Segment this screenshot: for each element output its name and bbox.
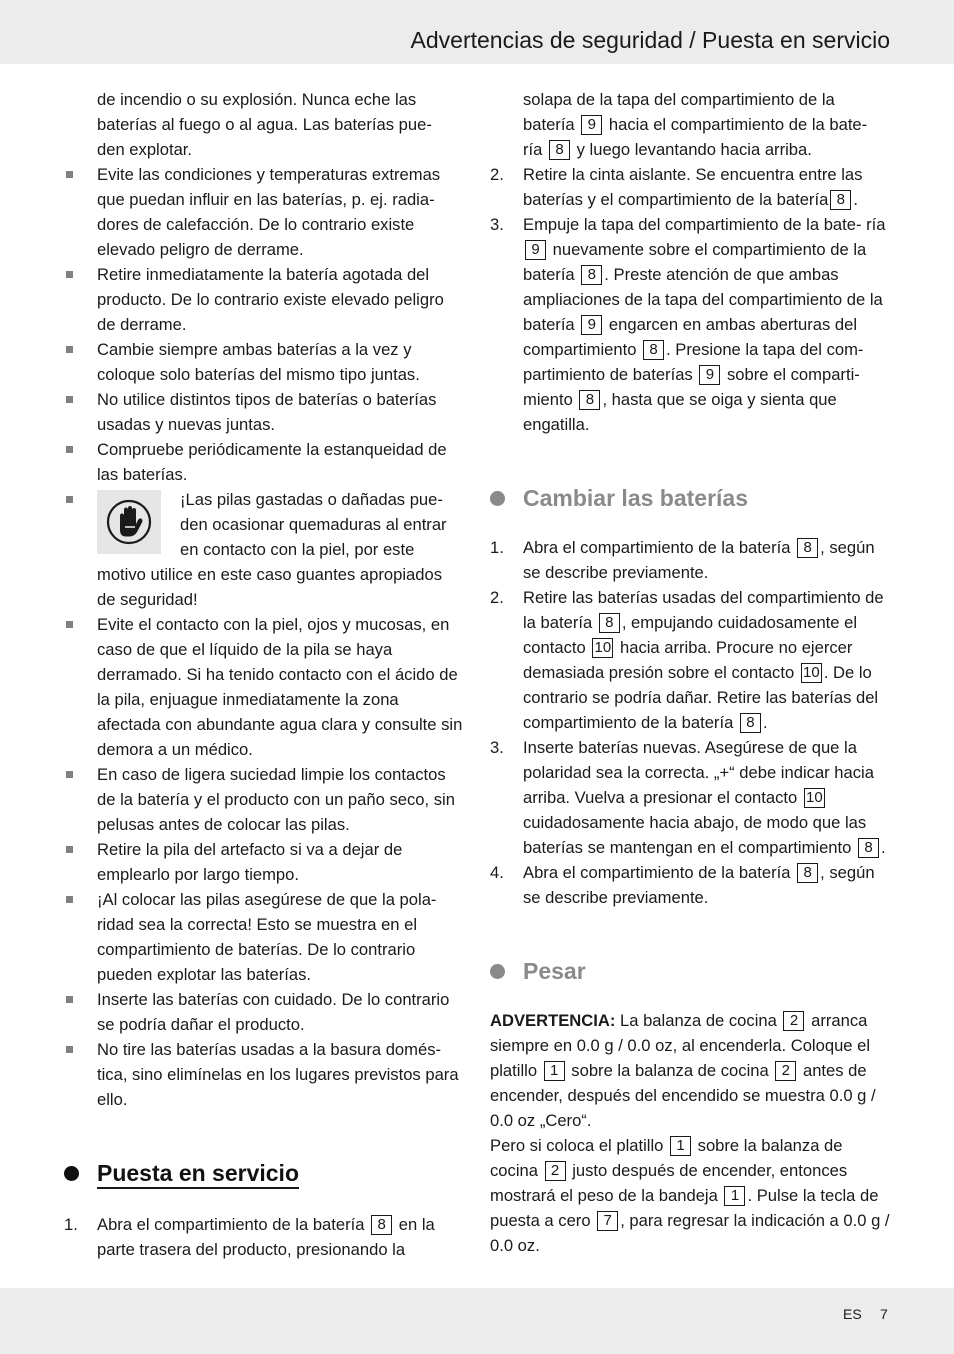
- bullet-square-icon: [66, 446, 73, 453]
- footer-band: [0, 1288, 954, 1354]
- bullet-square-icon: [66, 346, 73, 353]
- list-item: 4. Abra el compartimiento de la batería 8 , según se describe previamente.: [490, 863, 875, 907]
- part-ref: 8: [858, 838, 879, 858]
- part-ref: 8: [599, 613, 620, 633]
- part-ref: 10: [592, 638, 613, 658]
- part-ref: 9: [699, 365, 720, 385]
- list-item: Evite las condiciones y temperaturas extremas que puedan influir en las baterías, p. ej. radia- dores de calefacción. De lo contrario existe elevado peligro de derrame.: [64, 162, 464, 262]
- part-ref: 8: [581, 265, 602, 285]
- left-column: [64, 87, 464, 1262]
- part-ref: 8: [740, 713, 761, 733]
- tare-paragraph: Pero si coloca el platillo 1 sobre la balanza de cocina 2 justo después de encender, entonces mostrará el peso de la bandeja 1 . Pulse la tecla de puesta a cero 7 , para regresar la indicación a 0.0 g / 0.0 oz.: [490, 1136, 890, 1255]
- puesta-steps-continued: [490, 87, 890, 437]
- list-item: Retire inmediatamente la batería agotada del producto. De lo contrario existe elevado peligro de derrame.: [64, 262, 464, 337]
- bullet-square-icon: [66, 396, 73, 403]
- part-ref: 1: [544, 1061, 565, 1081]
- bullet-square-icon: [66, 271, 73, 278]
- puesta-steps: [64, 1212, 464, 1262]
- part-ref: 9: [525, 240, 546, 260]
- page-number: 7: [880, 1306, 888, 1322]
- list-item: Inserte las baterías con cuidado. De lo contrario se podría dañar el producto.: [64, 987, 464, 1037]
- list-item: Compruebe periódicamente la estanqueidad de las baterías.: [64, 437, 464, 487]
- right-column: [490, 87, 890, 1258]
- list-item: ¡Al colocar las pilas asegúrese de que la pola- ridad sea la correcta! Esto se muestra en el compartimiento de baterías. De lo contrario pueden explotar las baterías.: [64, 887, 464, 987]
- section-dot-icon: [64, 1166, 79, 1181]
- language-code: ES: [843, 1306, 862, 1322]
- section-heading-cambiar: Cambiar las baterías: [490, 483, 890, 513]
- list-item: Cambie siempre ambas baterías a la vez y coloque solo baterías del mismo tipo juntas.: [64, 337, 464, 387]
- warning-paragraph: ADVERTENCIA: La balanza de cocina 2 arranca siempre en 0.0 g / 0.0 oz, al encenderla. Coloque el platillo 1 sobre la balanza de cocina 2 antes de encender, después del encendido se muestra 0.0 g / 0.0 oz „Cero“.: [490, 1011, 876, 1130]
- list-item: No tire las baterías usadas a la basura domés- tica, sino elimínelas en los lugares previstos para ello.: [64, 1037, 464, 1112]
- safety-bullet-list: [64, 162, 464, 1112]
- bullet-square-icon: [66, 496, 73, 503]
- bullet-square-icon: [66, 996, 73, 1003]
- page-title: Advertencias de seguridad / Puesta en servicio: [410, 27, 890, 53]
- list-item: No utilice distintos tipos de baterías o baterías usadas y nuevas juntas.: [64, 387, 464, 437]
- bullet-square-icon: [66, 1046, 73, 1053]
- part-ref: 10: [801, 663, 822, 683]
- section-heading-puesta: Puesta en servicio: [64, 1158, 464, 1188]
- list-item: solapa de la tapa del compartimiento de la batería 9 hacia el compartimiento de la bate- ría 8 y luego levantando hacia arriba.: [523, 90, 868, 159]
- section-heading-pesar: Pesar: [490, 956, 890, 986]
- part-ref: 9: [581, 115, 602, 135]
- part-ref: 2: [545, 1161, 566, 1181]
- section-dot-icon: [490, 964, 505, 979]
- bullet-square-icon: [66, 621, 73, 628]
- glove-warning-item: ¡Las pilas gastadas o dañadas pue- den ocasionar quemaduras al entrar en contacto con la piel, por este motivo utilice en este caso guantes apropiados de seguridad!: [64, 487, 464, 612]
- part-ref: 8: [643, 340, 664, 360]
- section-dot-icon: [490, 491, 505, 506]
- part-ref: 8: [830, 190, 851, 210]
- warning-label: ADVERTENCIA:: [490, 1011, 616, 1030]
- bullet-square-icon: [66, 771, 73, 778]
- part-ref: 10: [804, 788, 825, 808]
- part-ref: 8: [797, 538, 818, 558]
- part-ref: 8: [797, 863, 818, 883]
- part-ref: 1: [724, 1186, 745, 1206]
- protective-glove-icon: [97, 490, 161, 554]
- part-ref: 7: [597, 1211, 618, 1231]
- part-ref: 1: [670, 1136, 691, 1156]
- list-item: 3. Empuje la tapa del compartimiento de la bate- ría 9 nuevamente sobre el compartimiento de la batería 8 . Preste atención de que ambas ampliaciones de la tapa del compartimiento de la batería 9 engarcen en ambas aberturas del compartimiento 8 . Presione la tapa del com- partimiento de baterías 9 sobre el comparti- miento 8 , hasta que se oiga y sienta que engatilla.: [490, 215, 886, 434]
- list-item: 3. Inserte baterías nuevas. Asegúrese de que la polaridad sea la correcta. „+“ debe indicar hacia arriba. Vuelva a presionar el contacto 10 cuidadosamente hacia abajo, de modo que las baterías se mantengan en el compartimiento 8 .: [490, 738, 886, 857]
- cambiar-steps: [490, 535, 890, 910]
- part-ref: 8: [371, 1215, 392, 1235]
- list-item: 1. Abra el compartimiento de la batería 8 , según se describe previamente.: [490, 538, 875, 582]
- list-item: 2. Retire las baterías usadas del compartimiento de la batería 8 , empujando cuidadosamente el contacto 10 hacia arriba. Procure no ejercer demasiada presión sobre el contacto 10 . De lo contrario se podría dañar. Retire las baterías del compartimiento de la batería 8 .: [490, 588, 884, 732]
- part-ref: 8: [549, 140, 570, 160]
- part-ref: 9: [581, 315, 602, 335]
- continuation-text: de incendio o su explosión. Nunca eche las baterías al fuego o al agua. Las baterías pue- den explotar.: [97, 90, 432, 159]
- bullet-square-icon: [66, 896, 73, 903]
- part-ref: 8: [579, 390, 600, 410]
- list-item: 2. Retire la cinta aislante. Se encuentra entre las baterías y el compartimiento de la batería 8 .: [490, 165, 863, 209]
- bullet-square-icon: [66, 171, 73, 178]
- part-ref: 2: [775, 1061, 796, 1081]
- list-item: En caso de ligera suciedad limpie los contactos de la batería y el producto con un paño seco, sin pelusas antes de colocar las pilas.: [64, 762, 464, 837]
- part-ref: 2: [783, 1011, 804, 1031]
- bullet-square-icon: [66, 846, 73, 853]
- list-item: 1. Abra el compartimiento de la batería 8 en la parte trasera del producto, presionando la: [64, 1215, 435, 1259]
- list-item: Evite el contacto con la piel, ojos y mucosas, en caso de que el líquido de la pila se haya derramado. Si ha tenido contacto con el ácido de la pila, enjuague inmediatamente la zona afectada con abundante agua clara y consulte sin demora a un médico.: [64, 612, 464, 762]
- list-item: Retire la pila del artefacto si va a dejar de emplearlo por largo tiempo.: [64, 837, 464, 887]
